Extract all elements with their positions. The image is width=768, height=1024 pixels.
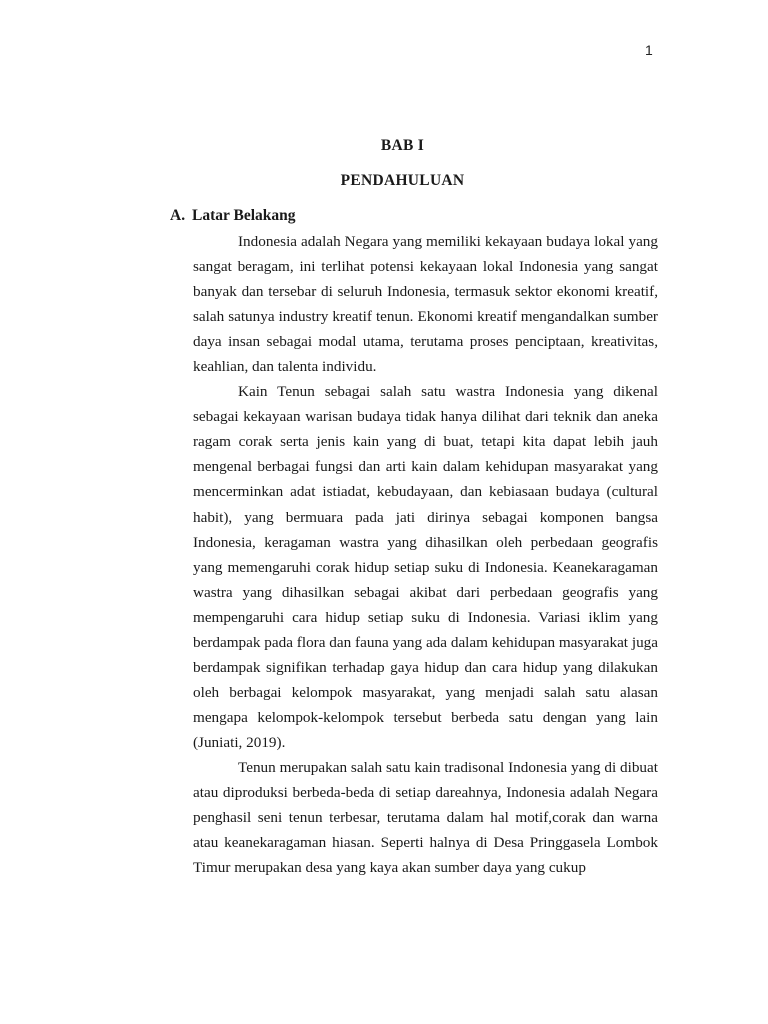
- paragraph: Tenun merupakan salah satu kain tradisonal Indonesia yang di dibuat atau diproduksi berbeda-beda di setiap dareahnya, Indonesia adalah Negara penghasil seni tenun terbesar, terutama dalam hal motif,corak dan warna atau keanekaragaman hiasan. Seperti halnya di Desa Pringgasela Lombok Timur merupakan desa yang kaya akan sumber daya yang cukup: [193, 758, 658, 877]
- body-text: [193, 229, 658, 880]
- section-letter: A.: [170, 207, 186, 224]
- section-heading: [170, 207, 296, 225]
- chapter-number: BAB I: [380, 137, 425, 154]
- section-title: Latar Belakang: [192, 207, 296, 224]
- page-number: 1: [645, 42, 653, 58]
- paragraph: Indonesia adalah Negara yang memiliki kekayaan budaya lokal yang sangat beragam, ini terlihat potensi kekayaan lokal Indonesia yang sangat banyak dan tersebar di seluruh Indonesia, termasuk sektor ekonomi kreatif, salah satunya industry kreatif tenun. Ekonomi kreatif mengandalkan sumber daya insan sebagai modal utama, terutama proses penciptaan, kreativitas, keahlian, dan talenta individu.: [193, 233, 658, 376]
- chapter-title: PENDAHULUAN: [340, 172, 465, 189]
- paragraph: Kain Tenun sebagai salah satu wastra Indonesia yang dikenal sebagai kekayaan warisan budaya tidak hanya dilihat dari teknik dan aneka ragam corak serta jenis kain yang di buat, tetapi kita dapat lebih jauh mengenal berbagai fungsi dan arti kain dalam kehidupan masyarakat yang mencerminkan adat istiadat, kebudayaan, dan kebiasaan budaya (cultural habit), yang bermuara pada jati dirinya sebagai komponen bangsa Indonesia, keragaman wastra yang dihasilkan oleh perbedaan geografis yang memengaruhi corak hidup setiap suku di Indonesia. Keanekaragaman wastra yang dihasilkan sebagai akibat dari perbedaan geografis yang mempengaruhi cara hidup setiap suku di Indonesia. Variasi iklim yang berdampak pada flora dan fauna yang ada dalam kehidupan masyarakat juga berdampak signifikan terhadap gaya hidup dan cara hidup yang dilakukan oleh berbagai kelompok masyarakat, yang menjadi salah satu alasan mengapa kelompok-kelompok tersebut berbeda satu dengan yang lain (Juniati, 2019).: [193, 383, 658, 751]
